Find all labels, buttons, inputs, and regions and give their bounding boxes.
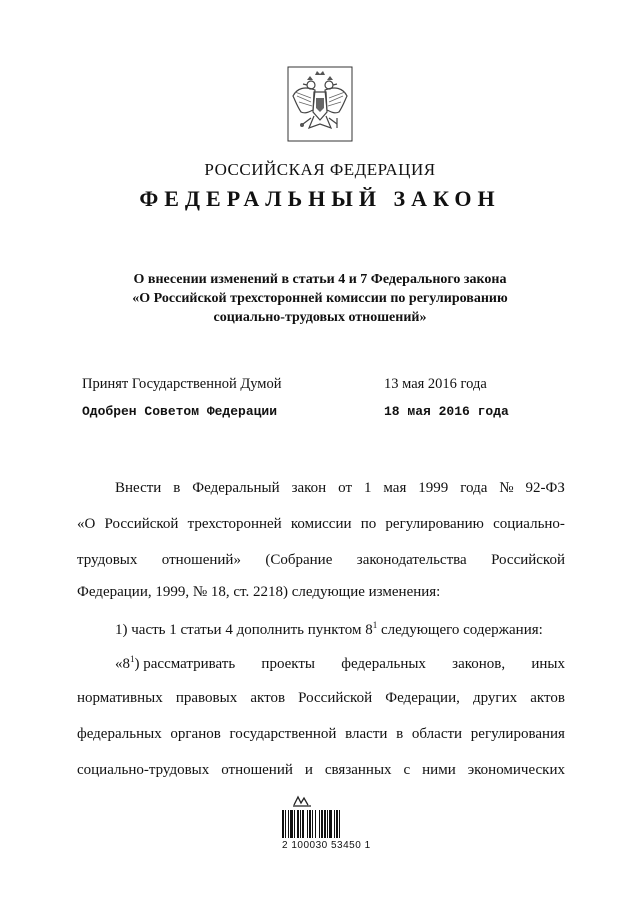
word: с bbox=[403, 762, 411, 778]
body-line bbox=[77, 690, 565, 707]
word: рассматривать bbox=[143, 656, 236, 672]
word: связанных bbox=[324, 762, 392, 778]
word: государственной bbox=[229, 726, 337, 742]
body-line bbox=[115, 480, 565, 497]
word: регулированию bbox=[385, 516, 484, 532]
word: Федеральный bbox=[192, 480, 280, 496]
word: трудовых bbox=[77, 552, 138, 568]
amendment-item-1 bbox=[115, 622, 565, 639]
word: 1999 bbox=[418, 480, 449, 496]
word: «О bbox=[77, 516, 96, 532]
body-line: Федерации, 1999, № 18, ст. 2218) следующие изменения: bbox=[77, 584, 441, 600]
quote-open: «8 bbox=[115, 656, 130, 672]
word: (Собрание bbox=[265, 552, 333, 568]
word: мая bbox=[383, 480, 407, 496]
word: ними bbox=[422, 762, 456, 778]
word: и bbox=[304, 762, 313, 778]
stamp-mark-icon bbox=[292, 795, 312, 807]
word: Российской bbox=[104, 516, 179, 532]
word: от bbox=[338, 480, 353, 496]
word: актов bbox=[250, 690, 286, 706]
word: регулирования bbox=[470, 726, 565, 742]
subject-line: «О Российской трехсторонней комиссии по регулированию bbox=[132, 291, 508, 306]
word: Внести bbox=[115, 480, 162, 496]
body-line bbox=[77, 552, 565, 569]
superscript: 1 bbox=[130, 654, 135, 664]
word: социально- bbox=[493, 516, 565, 532]
word: иных bbox=[531, 656, 565, 672]
word: трехсторонней bbox=[187, 516, 282, 532]
word: 1 bbox=[363, 480, 372, 496]
word: закон bbox=[291, 480, 327, 496]
superscript: 1 bbox=[372, 620, 378, 630]
item-text-tail: следующего содержания: bbox=[377, 622, 543, 638]
word: других bbox=[472, 690, 518, 706]
word: года bbox=[460, 480, 488, 496]
word: Российской bbox=[298, 690, 373, 706]
word: отношений bbox=[221, 762, 293, 778]
document-type-heading: ФЕДЕРАЛЬНЫЙ ЗАКОН bbox=[139, 186, 501, 211]
duma-adoption-label: Принят Государственной Думой bbox=[82, 376, 282, 392]
word: власти bbox=[345, 726, 388, 742]
barcode-number: 2 100030 53450 1 bbox=[282, 840, 371, 851]
word: федеральных bbox=[341, 656, 426, 672]
body-line bbox=[77, 762, 565, 779]
word: по bbox=[360, 516, 377, 532]
quote-start bbox=[115, 656, 235, 673]
coat-of-arms-emblem-icon bbox=[287, 66, 353, 142]
word: федеральных bbox=[77, 726, 162, 742]
word: области bbox=[411, 726, 463, 742]
word: законодательства bbox=[356, 552, 467, 568]
word: в bbox=[173, 480, 181, 496]
word: Федерации, bbox=[385, 690, 460, 706]
word: отношений» bbox=[161, 552, 241, 568]
word: правовых bbox=[175, 690, 238, 706]
word: нормативных bbox=[77, 690, 163, 706]
word: актов bbox=[530, 690, 565, 706]
barcode-icon bbox=[282, 810, 362, 842]
body-line bbox=[115, 656, 565, 673]
body-line bbox=[77, 726, 565, 743]
council-approval-label: Одобрен Советом Федерации bbox=[82, 404, 278, 419]
word: Российской bbox=[491, 552, 565, 568]
subject-line: О внесении изменений в статьи 4 и 7 Федерального закона bbox=[133, 272, 507, 287]
body-line bbox=[77, 516, 565, 533]
item-text: 1) часть 1 статьи 4 дополнить пунктом 8 bbox=[115, 622, 373, 638]
word: комиссии bbox=[290, 516, 352, 532]
word: проекты bbox=[261, 656, 316, 672]
word: социально-трудовых bbox=[77, 762, 210, 778]
word: 92-ФЗ bbox=[525, 480, 565, 496]
word: органов bbox=[170, 726, 221, 742]
duma-adoption-date: 13 мая 2016 года bbox=[384, 376, 487, 392]
subject-line: социально-трудовых отношений» bbox=[213, 310, 427, 325]
council-approval-date: 18 мая 2016 года bbox=[384, 404, 509, 419]
word: экономических bbox=[467, 762, 565, 778]
word: № bbox=[499, 480, 514, 496]
law-subject-title bbox=[60, 270, 580, 327]
quote-paren: ) bbox=[134, 656, 140, 672]
word: в bbox=[396, 726, 404, 742]
country-heading: РОССИЙСКАЯ ФЕДЕРАЦИЯ bbox=[204, 160, 436, 179]
word: законов, bbox=[452, 656, 506, 672]
